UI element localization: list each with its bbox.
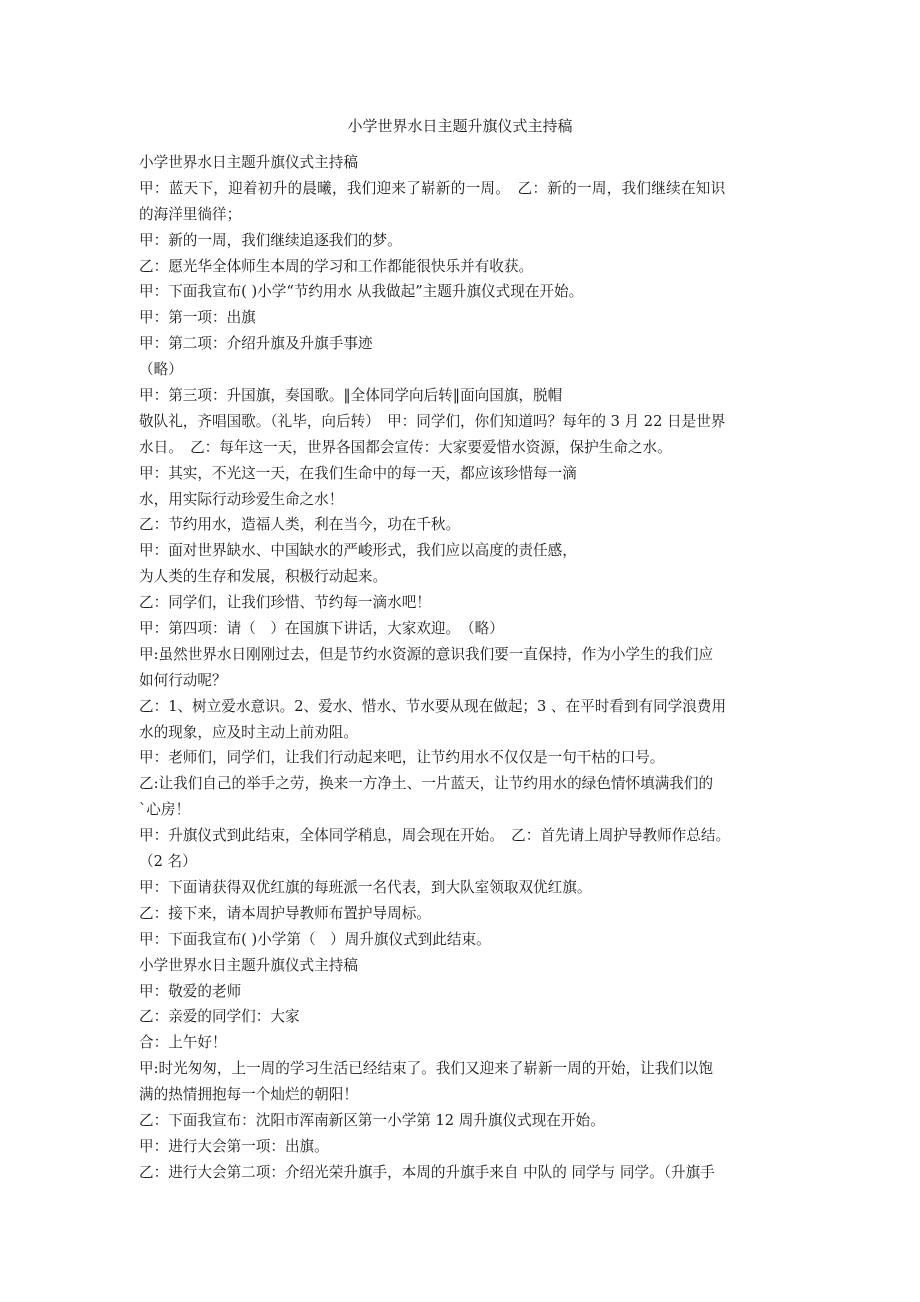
- text-line: 甲:虽然世界水日刚刚过去，但是节约水资源的意识我们要一直保持，作为小学生的我们应: [139, 645, 714, 663]
- document-title: 小学世界水日主题升旗仪式主持稿: [347, 117, 573, 135]
- text-line: 为人类的生存和发展，积极行动起来。: [139, 568, 388, 586]
- text-line-section-heading: 小学世界水日主题升旗仪式主持稿: [139, 956, 358, 974]
- text-line: 乙:让我们自己的举手之劳，换来一方净土、一片蓝天，让节约用水的绿色情怀填满我们的: [139, 775, 714, 793]
- text-line: 乙：1、树立爱水意识。2、爱水、惜水、节水要从现在做起；3 、在平时看到有同学浪费用: [139, 697, 727, 715]
- text-line: 乙：节约用水，造福人类，利在当今，功在千秋。: [139, 516, 461, 534]
- text-line: 甲：其实，不光这一天，在我们生命中的每一天，都应该珍惜每一滴: [139, 464, 577, 482]
- text-line: 甲:时光匆匆，上一周的学习生活已经结束了。我们又迎来了崭新一周的开始，让我们以饱: [139, 1060, 714, 1078]
- text-line: 水，用实际行动珍爱生命之水！: [139, 490, 344, 508]
- text-line: 水日。 乙：每年这一天，世界各国都会宣传：大家要爱惜水资源，保护生命之水。: [139, 438, 672, 456]
- text-line: 甲：老师们，同学们，让我们行动起来吧，让节约用水不仅仅是一句干枯的口号。: [139, 749, 665, 767]
- text-line: 合：上午好！: [139, 1034, 227, 1052]
- document-body: [139, 150, 789, 1186]
- text-line: 甲：第四项：请（ ）在国旗下讲话，大家欢迎。 （略）: [139, 620, 504, 638]
- text-line: 甲：第三项：升国旗，奏国歌。‖全体同学向后转‖面向国旗，脱帽: [139, 387, 563, 405]
- text-line: 甲：进行大会第一项：出旗。: [139, 1137, 329, 1155]
- text-line: 乙：同学们，让我们珍惜、节约每一滴水吧！: [139, 594, 431, 612]
- text-line-section-heading: 小学世界水日主题升旗仪式主持稿: [139, 154, 358, 171]
- text-line: 甲：第一项：出旗: [139, 309, 256, 327]
- text-line: 甲：下面请获得双优红旗的每班派一名代表，到大队室领取双优红旗。: [139, 878, 592, 896]
- text-line: （2 名）: [139, 853, 197, 871]
- text-line: 甲：面对世界缺水、中国缺水的严峻形式，我们应以高度的责任感，: [139, 542, 577, 560]
- text-line: 甲：新的一周，我们继续追逐我们的梦。: [139, 231, 402, 249]
- text-line: `心房！: [139, 801, 191, 819]
- text-line: 满的热情拥抱每一个灿烂的朝阳！: [139, 1086, 358, 1104]
- text-line: 甲：蓝天下，迎着初升的晨曦，我们迎来了崭新的一周。 乙：新的一周，我们继续在知识: [139, 179, 726, 197]
- text-line: 甲：下面我宣布( )小学“节约用水 从我做起”主题升旗仪式现在开始。: [139, 283, 584, 301]
- text-line: （略）: [139, 361, 183, 379]
- text-line: 甲：敬爱的老师: [139, 982, 242, 1000]
- text-line: 水的现象，应及时主动上前劝阻。: [139, 723, 358, 741]
- text-line: 甲：升旗仪式到此结束，全体同学稍息，周会现在开始。 乙：首先请上周护导教师作总结。: [139, 827, 731, 845]
- text-line: 乙：接下来，请本周护导教师布置护导周标。: [139, 904, 431, 922]
- text-line: 乙：愿光华全体师生本周的学习和工作都能很快乐并有收获。: [139, 257, 534, 275]
- text-line: 乙：下面我宣布：沈阳市浑南新区第一小学第 12 周升旗仪式现在开始。: [139, 1111, 605, 1129]
- text-line: 甲：第二项：介绍升旗及升旗手事迹: [139, 335, 373, 353]
- text-line: 如何行动呢？: [139, 671, 227, 689]
- text-line: 的海洋里徜徉；: [139, 205, 242, 223]
- text-line: 敬队礼，齐唱国歌。（礼毕，向后转） 甲：同学们，你们知道吗？每年的 3 月 22 日是世界: [139, 412, 726, 430]
- text-line: 乙：亲爱的同学们：大家: [139, 1008, 300, 1026]
- text-line: 甲：下面我宣布( )小学第（ ）周升旗仪式到此结束。: [139, 930, 491, 948]
- text-line: 乙：进行大会第二项：介绍光荣升旗手，本周的升旗手来自 中队的 同学与 同学。（升旗手: [139, 1163, 715, 1181]
